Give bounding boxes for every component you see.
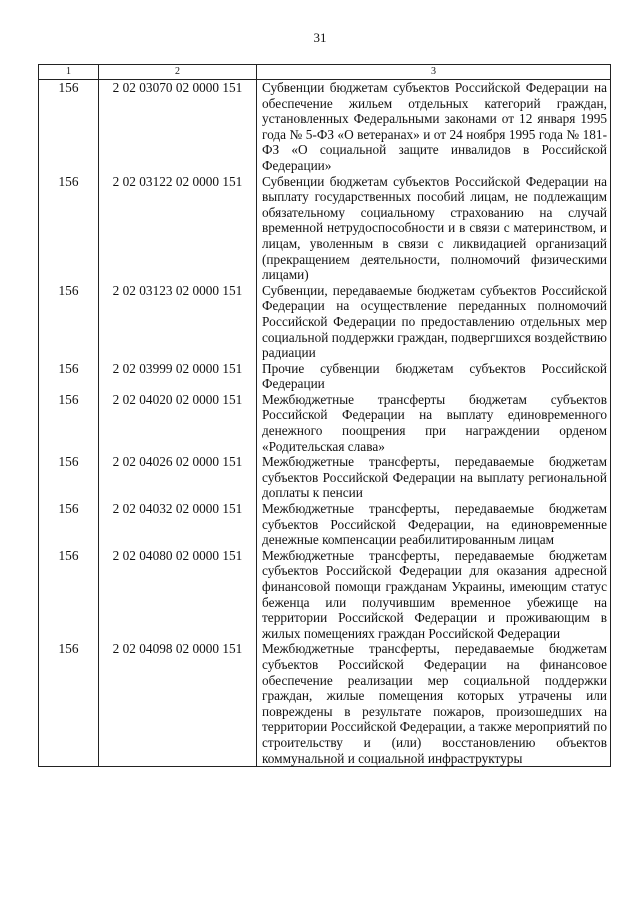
owner-code-cell: 156 bbox=[39, 454, 99, 501]
description-cell: Межбюджетные трансферты, передаваемые бюджетам субъектов Российской Федерации на выплату региональной доплаты к пенсии bbox=[257, 454, 611, 501]
description-cell: Субвенции бюджетам субъектов Российской Федерации на выплату государственных пособий лицам, не подлежащим обязательному социальному страхованию на случай временной нетрудоспособности и в связи с материнством, и лицам, уволенным в связи с ликвидацией организаций (прекращением деятельности, полномочий физическими лицами) bbox=[257, 174, 611, 283]
budget-code-cell: 2 02 03070 02 0000 151 bbox=[99, 80, 257, 174]
table-header-row bbox=[39, 65, 611, 80]
budget-code-cell: 2 02 04098 02 0000 151 bbox=[99, 641, 257, 766]
table-row bbox=[39, 361, 611, 392]
description-cell: Межбюджетные трансферты бюджетам субъектов Российской Федерации на выплату единовременного денежного поощрения при награждении орденом «Родительская слава» bbox=[257, 392, 611, 454]
budget-code-cell: 2 02 03122 02 0000 151 bbox=[99, 174, 257, 283]
description-cell: Субвенции, передаваемые бюджетам субъектов Российской Федерации на осуществление переданных полномочий Российской Федерации по предоставлению отдельных мер социальной поддержки граждан, подвергшихся воздействию радиации bbox=[257, 283, 611, 361]
budget-code-cell: 2 02 03123 02 0000 151 bbox=[99, 283, 257, 361]
owner-code-cell: 156 bbox=[39, 392, 99, 454]
table-row bbox=[39, 548, 611, 642]
budget-code-cell: 2 02 04020 02 0000 151 bbox=[99, 392, 257, 454]
owner-code-cell: 156 bbox=[39, 548, 99, 642]
budget-code-cell: 2 02 03999 02 0000 151 bbox=[99, 361, 257, 392]
budget-classification-table bbox=[38, 64, 611, 767]
owner-code-cell: 156 bbox=[39, 641, 99, 766]
table-row bbox=[39, 174, 611, 283]
owner-code-cell: 156 bbox=[39, 501, 99, 548]
table-row bbox=[39, 641, 611, 766]
description-cell: Межбюджетные трансферты, передаваемые бюджетам субъектов Российской Федерации на финансовое обеспечение реализации мер социальной поддержки граждан, жилые помещения которых утрачены или повреждены в результате пожаров, произошедших на территории Российской Федерации, а также мероприятий по строительству и (или) восстановлению объектов коммунальной и социальной инфраструктуры bbox=[257, 641, 611, 766]
description-cell: Межбюджетные трансферты, передаваемые бюджетам субъектов Российской Федерации, на единовременные денежные компенсации реабилитированным лицам bbox=[257, 501, 611, 548]
table-row bbox=[39, 80, 611, 174]
budget-code-cell: 2 02 04032 02 0000 151 bbox=[99, 501, 257, 548]
description-cell: Субвенции бюджетам субъектов Российской Федерации на обеспечение жильем отдельных категорий граждан, установленных Федеральными законами от 12 января 1995 года № 5-ФЗ «О ветеранах» и от 24 ноября 1995 года № 181-ФЗ «О социальной защите инвалидов в Российской Федерации» bbox=[257, 80, 611, 174]
owner-code-cell: 156 bbox=[39, 174, 99, 283]
budget-code-cell: 2 02 04080 02 0000 151 bbox=[99, 548, 257, 642]
table-row bbox=[39, 501, 611, 548]
column-header-budget-code: 2 bbox=[99, 65, 257, 80]
table-row bbox=[39, 392, 611, 454]
table-row bbox=[39, 454, 611, 501]
column-header-owner-code: 1 bbox=[39, 65, 99, 80]
page-number: 31 bbox=[313, 30, 327, 45]
description-cell: Прочие субвенции бюджетам субъектов Российской Федерации bbox=[257, 361, 611, 392]
owner-code-cell: 156 bbox=[39, 283, 99, 361]
table-row bbox=[39, 283, 611, 361]
owner-code-cell: 156 bbox=[39, 361, 99, 392]
budget-code-cell: 2 02 04026 02 0000 151 bbox=[99, 454, 257, 501]
description-cell: Межбюджетные трансферты, передаваемые бюджетам субъектов Российской Федерации для оказания адресной финансовой помощи гражданам Украины, имеющим статус беженца или получившим временное убежище на территории Российской Федерации и проживающим в жилых помещениях граждан Российской Федерации bbox=[257, 548, 611, 642]
owner-code-cell: 156 bbox=[39, 80, 99, 174]
column-header-description: 3 bbox=[257, 65, 611, 80]
